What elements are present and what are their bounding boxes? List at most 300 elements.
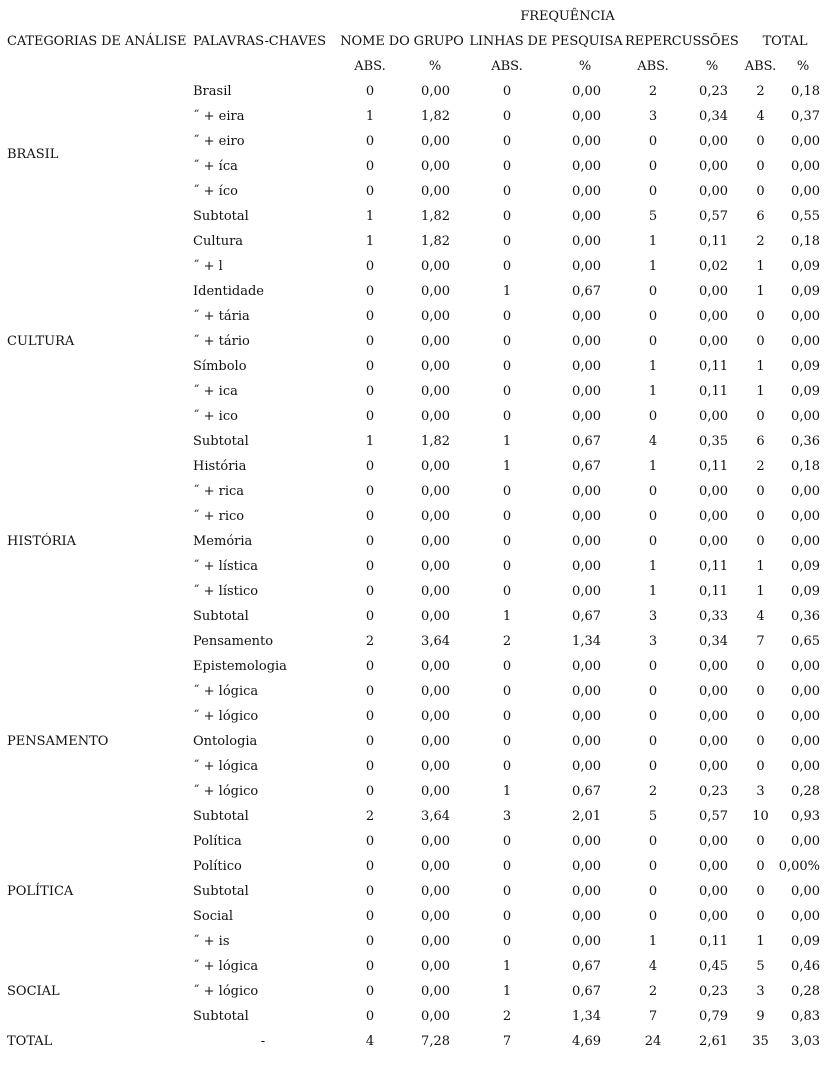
total-pct-cell: 0,00 xyxy=(791,334,820,349)
total-pct-cell: 0,09 xyxy=(791,559,820,574)
rep-pct-cell: 0,11 xyxy=(699,459,728,474)
rep-abs-cell: 0 xyxy=(648,159,658,174)
nome-abs-cell: 0 xyxy=(365,134,375,149)
rep-pct-cell: 0,45 xyxy=(699,959,728,974)
rep-pct-cell: 0,00 xyxy=(699,534,728,549)
rep-pct-cell: 0,00 xyxy=(699,509,728,524)
keyword-cell: ˝ + tária xyxy=(193,309,250,324)
total-abs-cell: 3 xyxy=(756,984,765,999)
total-pct-cell: 0,00 xyxy=(791,734,820,749)
linhas-pct-cell: 0,00 xyxy=(572,134,601,149)
linhas-abs-cell: 0 xyxy=(502,709,512,724)
nome-abs-cell: 0 xyxy=(365,384,375,399)
nome-abs-cell: 0 xyxy=(365,359,375,374)
table-row xyxy=(0,504,832,529)
rep-abs-cell: 3 xyxy=(648,634,658,649)
nome-abs-cell: 0 xyxy=(365,784,375,799)
rep-pct-cell: 0,00 xyxy=(699,709,728,724)
linhas-pct-cell: 0,00 xyxy=(572,84,601,99)
abs-header-repercussoes: ABS. xyxy=(637,59,669,74)
nome-pct-cell: 3,64 xyxy=(421,809,450,824)
table-row xyxy=(0,804,832,829)
nome-abs-cell: 0 xyxy=(365,1009,375,1024)
keyword-cell: ˝ + eiro xyxy=(193,134,245,149)
linhas-abs-cell: 1 xyxy=(502,284,512,299)
linhas-pct-cell: 0,67 xyxy=(572,459,601,474)
nome-abs-cell: 1 xyxy=(365,209,375,224)
total-abs-cell: 3 xyxy=(756,784,765,799)
linhas-abs-cell: 0 xyxy=(502,934,512,949)
nome-grupo-header: NOME DO GRUPO xyxy=(340,34,464,49)
total-abs-cell: 2 xyxy=(756,234,765,249)
keyword-cell: ˝ + is xyxy=(193,934,230,949)
keyword-cell: Símbolo xyxy=(193,359,247,374)
linhas-pct-cell: 0,00 xyxy=(572,934,601,949)
total-pct-cell: 0,28 xyxy=(791,784,820,799)
total-pct-cell: 0,00 xyxy=(791,484,820,499)
total-abs-cell: 2 xyxy=(756,459,765,474)
total-abs-cell: 1 xyxy=(756,384,765,399)
linhas-abs-cell: 0 xyxy=(502,234,512,249)
nome-pct-cell: 0,00 xyxy=(421,784,450,799)
rep-pct-cell: 0,00 xyxy=(699,909,728,924)
linhas-pct-cell: 0,00 xyxy=(572,384,601,399)
nome-abs-cell: 0 xyxy=(365,584,375,599)
total-pct-cell: 0,00 xyxy=(791,759,820,774)
pct-header-linhas: % xyxy=(578,59,592,74)
keyword-cell: ˝ + l xyxy=(193,259,223,274)
keyword-cell: Subtotal xyxy=(193,209,249,224)
table-row xyxy=(0,704,832,729)
rep-pct-cell: 0,02 xyxy=(699,259,728,274)
total-abs-cell: 0 xyxy=(756,709,765,724)
nome-abs-cell: 0 xyxy=(365,959,375,974)
total-abs-cell: 4 xyxy=(756,609,765,624)
nome-abs-cell: 0 xyxy=(365,534,375,549)
rep-abs-cell: 3 xyxy=(648,109,658,124)
linhas-pct-cell: 0,00 xyxy=(572,234,601,249)
table-row xyxy=(0,604,832,629)
rep-pct-cell: 0,11 xyxy=(699,234,728,249)
linhas-abs-cell: 0 xyxy=(502,884,512,899)
total-abs-cell: 0 xyxy=(756,884,765,899)
table-row xyxy=(0,679,832,704)
table-row xyxy=(0,429,832,454)
nome-abs-cell: 0 xyxy=(365,559,375,574)
keyword-cell: ˝ + tário xyxy=(193,334,250,349)
linhas-abs-cell: 0 xyxy=(502,584,512,599)
table-row xyxy=(0,854,832,879)
total-pct-cell: 0,00 xyxy=(791,534,820,549)
table-row xyxy=(0,654,832,679)
abs-header-grupo: ABS. xyxy=(354,59,386,74)
nome-pct-cell: 0,00 xyxy=(421,709,450,724)
linhas-abs-cell: 1 xyxy=(502,784,512,799)
keyword-cell: Subtotal xyxy=(193,809,249,824)
total-abs-cell: 0 xyxy=(756,734,765,749)
rep-pct-cell: 0,00 xyxy=(699,884,728,899)
frequencia-header: FREQUÊNCIA xyxy=(520,9,615,24)
nome-abs-cell: 0 xyxy=(365,684,375,699)
rep-abs-cell: 1 xyxy=(648,459,658,474)
linhas-pct-cell: 0,00 xyxy=(572,409,601,424)
linhas-abs-cell: 0 xyxy=(502,659,512,674)
linhas-pct-cell: 0,00 xyxy=(572,509,601,524)
nome-pct-cell: 0,00 xyxy=(421,309,450,324)
total-pct-cell: 0,55 xyxy=(791,209,820,224)
total-linhas-abs: 7 xyxy=(502,1034,512,1049)
rep-pct-cell: 0,00 xyxy=(699,134,728,149)
rep-pct-cell: 0,35 xyxy=(699,434,728,449)
keyword-cell: ˝ + rico xyxy=(193,509,245,524)
total-pct-cell: 0,00 xyxy=(791,884,820,899)
categorias-header: CATEGORIAS DE ANÁLISE xyxy=(7,34,187,49)
rep-abs-cell: 1 xyxy=(648,259,658,274)
linhas-abs-cell: 0 xyxy=(502,309,512,324)
total-abs-cell: 0 xyxy=(756,834,765,849)
linhas-pct-cell: 0,67 xyxy=(572,959,601,974)
rep-abs-cell: 0 xyxy=(648,309,658,324)
nome-abs-cell: 1 xyxy=(365,234,375,249)
nome-pct-cell: 0,00 xyxy=(421,1009,450,1024)
linhas-abs-cell: 0 xyxy=(502,109,512,124)
nome-pct-cell: 0,00 xyxy=(421,959,450,974)
linhas-abs-cell: 0 xyxy=(502,684,512,699)
nome-abs-cell: 2 xyxy=(365,809,375,824)
rep-pct-cell: 0,00 xyxy=(699,184,728,199)
linhas-abs-cell: 2 xyxy=(502,634,512,649)
linhas-pct-cell: 0,00 xyxy=(572,734,601,749)
nome-abs-cell: 0 xyxy=(365,859,375,874)
rep-abs-cell: 0 xyxy=(648,859,658,874)
keyword-cell: ˝ + lógico xyxy=(193,984,259,999)
nome-abs-cell: 1 xyxy=(365,434,375,449)
total-abs-cell: 1 xyxy=(756,259,765,274)
total-abs-cell: 0 xyxy=(756,484,765,499)
nome-abs-cell: 0 xyxy=(365,659,375,674)
keyword-cell: ˝ + íca xyxy=(193,159,238,174)
total-total-pct: 3,03 xyxy=(791,1034,820,1049)
nome-pct-cell: 0,00 xyxy=(421,184,450,199)
nome-pct-cell: 0,00 xyxy=(421,509,450,524)
total-pct-cell: 0,36 xyxy=(791,434,820,449)
rep-abs-cell: 0 xyxy=(648,759,658,774)
total-abs-cell: 4 xyxy=(756,109,765,124)
nome-abs-cell: 0 xyxy=(365,984,375,999)
total-abs-cell: 1 xyxy=(756,359,765,374)
keyword-cell: ˝ + lógica xyxy=(193,959,259,974)
nome-pct-cell: 0,00 xyxy=(421,484,450,499)
keyword-cell: Pensamento xyxy=(193,634,274,649)
nome-abs-cell: 0 xyxy=(365,184,375,199)
keyword-cell: ˝ + lístico xyxy=(193,584,259,599)
total-total-abs: 35 xyxy=(752,1034,769,1049)
total-abs-cell: 1 xyxy=(756,584,765,599)
linhas-pct-cell: 0,00 xyxy=(572,534,601,549)
linhas-abs-cell: 0 xyxy=(502,84,512,99)
linhas-pct-cell: 0,00 xyxy=(572,834,601,849)
rep-pct-cell: 0,79 xyxy=(699,1009,728,1024)
rep-abs-cell: 0 xyxy=(648,409,658,424)
keyword-cell: Memória xyxy=(193,534,253,549)
linhas-abs-cell: 0 xyxy=(502,909,512,924)
linhas-abs-cell: 0 xyxy=(502,184,512,199)
rep-pct-cell: 0,00 xyxy=(699,334,728,349)
rep-abs-cell: 0 xyxy=(648,509,658,524)
nome-abs-cell: 0 xyxy=(365,259,375,274)
rep-pct-cell: 0,00 xyxy=(699,659,728,674)
abs-header-total: ABS. xyxy=(744,59,777,74)
linhas-pct-cell: 0,00 xyxy=(572,684,601,699)
rep-abs-cell: 3 xyxy=(648,609,658,624)
nome-abs-cell: 0 xyxy=(365,759,375,774)
rep-pct-cell: 0,00 xyxy=(699,859,728,874)
nome-pct-cell: 0,00 xyxy=(421,884,450,899)
table-row xyxy=(0,204,832,229)
rep-pct-cell: 0,34 xyxy=(699,634,728,649)
keyword-cell: Brasil xyxy=(193,84,232,99)
keyword-cell: Subtotal xyxy=(193,434,249,449)
category-label: CULTURA xyxy=(7,334,75,349)
rep-pct-cell: 0,00 xyxy=(699,409,728,424)
rep-pct-cell: 0,23 xyxy=(699,984,728,999)
palavras-header: PALAVRAS-CHAVES xyxy=(193,34,326,49)
nome-abs-cell: 2 xyxy=(365,634,375,649)
keyword-cell: ˝ + íco xyxy=(193,184,238,199)
total-pct-cell: 0,09 xyxy=(791,359,820,374)
keyword-cell: História xyxy=(193,459,247,474)
linhas-abs-cell: 0 xyxy=(502,859,512,874)
rep-pct-cell: 0,00 xyxy=(699,159,728,174)
keyword-cell: Subtotal xyxy=(193,1009,249,1024)
rep-pct-cell: 0,00 xyxy=(699,684,728,699)
table-row xyxy=(0,479,832,504)
table-row xyxy=(0,954,832,979)
nome-abs-cell: 0 xyxy=(365,734,375,749)
keyword-cell: Epistemologia xyxy=(193,659,287,674)
total-abs-cell: 1 xyxy=(756,284,765,299)
total-pct-cell: 0,00 xyxy=(791,134,820,149)
nome-pct-cell: 1,82 xyxy=(421,234,450,249)
total-pct-cell: 0,93 xyxy=(791,809,820,824)
total-abs-cell: 0 xyxy=(756,409,765,424)
keyword-cell: Subtotal xyxy=(193,609,249,624)
total-nome-pct: 7,28 xyxy=(421,1034,450,1049)
rep-pct-cell: 0,11 xyxy=(699,559,728,574)
keyword-cell: Ontologia xyxy=(193,734,258,749)
linhas-pct-cell: 0,00 xyxy=(572,884,601,899)
rep-abs-cell: 0 xyxy=(648,709,658,724)
total-pct-cell: 0,00 xyxy=(791,409,820,424)
linhas-abs-cell: 1 xyxy=(502,609,512,624)
total-pct-cell: 0,36 xyxy=(791,609,820,624)
total-abs-cell: 2 xyxy=(756,84,765,99)
total-pct-cell: 0,00 xyxy=(791,309,820,324)
linhas-pct-cell: 0,00 xyxy=(572,709,601,724)
total-abs-cell: 0 xyxy=(756,859,765,874)
nome-pct-cell: 0,00 xyxy=(421,384,450,399)
keyword-cell: ˝ + ico xyxy=(193,409,238,424)
linhas-pct-cell: 0,00 xyxy=(572,584,601,599)
nome-abs-cell: 0 xyxy=(365,84,375,99)
total-abs-cell: 0 xyxy=(756,184,765,199)
linhas-abs-cell: 0 xyxy=(502,759,512,774)
total-abs-cell: 0 xyxy=(756,909,765,924)
total-pct-cell: 0,37 xyxy=(791,109,820,124)
total-linhas-pct: 4,69 xyxy=(572,1034,601,1049)
total-label: TOTAL xyxy=(7,1034,53,1049)
total-abs-cell: 1 xyxy=(756,934,765,949)
nome-pct-cell: 0,00 xyxy=(421,84,450,99)
table-row xyxy=(0,179,832,204)
rep-pct-cell: 0,57 xyxy=(699,809,728,824)
linhas-pct-cell: 0,00 xyxy=(572,309,601,324)
linhas-abs-cell: 0 xyxy=(502,734,512,749)
nome-pct-cell: 0,00 xyxy=(421,284,450,299)
category-label: POLÍTICA xyxy=(7,884,74,899)
total-pct-cell: 0,00 xyxy=(791,159,820,174)
total-abs-cell: 0 xyxy=(756,659,765,674)
rep-pct-cell: 0,00 xyxy=(699,759,728,774)
nome-abs-cell: 0 xyxy=(365,284,375,299)
keyword-cell: Cultura xyxy=(193,234,244,249)
total-abs-cell: 0 xyxy=(756,509,765,524)
nome-pct-cell: 0,00 xyxy=(421,909,450,924)
nome-pct-cell: 0,00 xyxy=(421,409,450,424)
nome-abs-cell: 0 xyxy=(365,909,375,924)
table-row xyxy=(0,904,832,929)
table-row xyxy=(0,929,832,954)
nome-abs-cell: 0 xyxy=(365,334,375,349)
nome-pct-cell: 0,00 xyxy=(421,334,450,349)
nome-pct-cell: 1,82 xyxy=(421,209,450,224)
total-pct-cell: 0,09 xyxy=(791,384,820,399)
nome-pct-cell: 0,00 xyxy=(421,934,450,949)
rep-abs-cell: 0 xyxy=(648,134,658,149)
pct-header-repercussoes: % xyxy=(705,59,719,74)
table-row xyxy=(0,454,832,479)
nome-pct-cell: 0,00 xyxy=(421,134,450,149)
linhas-pct-cell: 0,00 xyxy=(572,759,601,774)
total-pct-cell: 0,00 xyxy=(791,184,820,199)
nome-pct-cell: 0,00 xyxy=(421,684,450,699)
table-row xyxy=(0,104,832,129)
total-rep-abs: 24 xyxy=(644,1034,662,1049)
linhas-abs-cell: 0 xyxy=(502,134,512,149)
rep-pct-cell: 0,00 xyxy=(699,309,728,324)
category-label: HISTÓRIA xyxy=(7,534,77,549)
total-pct-cell: 0,00% xyxy=(778,859,820,874)
nome-pct-cell: 0,00 xyxy=(421,834,450,849)
total-abs-cell: 6 xyxy=(756,209,765,224)
rep-abs-cell: 0 xyxy=(648,834,658,849)
nome-pct-cell: 3,64 xyxy=(421,634,450,649)
rep-abs-cell: 1 xyxy=(648,584,658,599)
keyword-cell: Política xyxy=(193,834,242,849)
linhas-pct-cell: 0,67 xyxy=(572,984,601,999)
rep-abs-cell: 2 xyxy=(648,984,658,999)
header-row-units xyxy=(0,54,832,79)
rep-abs-cell: 1 xyxy=(648,359,658,374)
linhas-pct-cell: 0,67 xyxy=(572,784,601,799)
rep-pct-cell: 0,11 xyxy=(699,359,728,374)
rep-abs-cell: 4 xyxy=(648,959,658,974)
keyword-cell: ˝ + lógico xyxy=(193,709,259,724)
rep-pct-cell: 0,00 xyxy=(699,484,728,499)
total-abs-cell: 0 xyxy=(756,684,765,699)
nome-abs-cell: 0 xyxy=(365,409,375,424)
linhas-pct-cell: 2,01 xyxy=(572,809,601,824)
linhas-pct-cell: 1,34 xyxy=(572,1009,601,1024)
linhas-abs-cell: 0 xyxy=(502,359,512,374)
total-pct-cell: 0,09 xyxy=(791,584,820,599)
table-row xyxy=(0,304,832,329)
total-pct-cell: 0,00 xyxy=(791,659,820,674)
rep-pct-cell: 0,00 xyxy=(699,734,728,749)
keyword-cell: ˝ + eira xyxy=(193,109,245,124)
linhas-pct-cell: 0,00 xyxy=(572,209,601,224)
total-abs-cell: 9 xyxy=(756,1009,765,1024)
table-row xyxy=(0,79,832,104)
total-abs-cell: 6 xyxy=(756,434,765,449)
nome-pct-cell: 0,00 xyxy=(421,159,450,174)
total-abs-cell: 0 xyxy=(756,134,765,149)
rep-abs-cell: 0 xyxy=(648,334,658,349)
nome-pct-cell: 0,00 xyxy=(421,584,450,599)
rep-abs-cell: 0 xyxy=(648,184,658,199)
total-pct-cell: 0,28 xyxy=(791,984,820,999)
linhas-abs-cell: 0 xyxy=(502,409,512,424)
keyword-cell: ˝ + lógico xyxy=(193,784,259,799)
rep-abs-cell: 1 xyxy=(648,559,658,574)
category-label: PENSAMENTO xyxy=(7,734,109,749)
nome-abs-cell: 0 xyxy=(365,884,375,899)
rep-abs-cell: 4 xyxy=(648,434,658,449)
header-row-frequencia xyxy=(0,4,832,29)
linhas-pct-cell: 0,67 xyxy=(572,609,601,624)
linhas-abs-cell: 1 xyxy=(502,434,512,449)
table-row xyxy=(0,354,832,379)
total-pct-cell: 0,00 xyxy=(791,909,820,924)
table-row xyxy=(0,829,832,854)
nome-pct-cell: 0,00 xyxy=(421,659,450,674)
table-row xyxy=(0,629,832,654)
nome-pct-cell: 1,82 xyxy=(421,109,450,124)
linhas-abs-cell: 0 xyxy=(502,209,512,224)
rep-abs-cell: 0 xyxy=(648,284,658,299)
linhas-pct-cell: 0,00 xyxy=(572,859,601,874)
nome-abs-cell: 0 xyxy=(365,159,375,174)
rep-abs-cell: 0 xyxy=(648,734,658,749)
linhas-pct-cell: 0,00 xyxy=(572,559,601,574)
rep-pct-cell: 0,11 xyxy=(699,384,728,399)
linhas-abs-cell: 1 xyxy=(502,984,512,999)
total-abs-cell: 0 xyxy=(756,159,765,174)
linhas-abs-cell: 0 xyxy=(502,334,512,349)
linhas-abs-cell: 1 xyxy=(502,959,512,974)
total-pct-cell: 0,09 xyxy=(791,934,820,949)
rep-abs-cell: 2 xyxy=(648,84,658,99)
nome-pct-cell: 0,00 xyxy=(421,459,450,474)
total-pct-cell: 0,00 xyxy=(791,834,820,849)
total-abs-cell: 0 xyxy=(756,534,765,549)
rep-pct-cell: 0,33 xyxy=(699,609,728,624)
linhas-pct-cell: 0,00 xyxy=(572,109,601,124)
total-header: TOTAL xyxy=(762,34,808,49)
nome-pct-cell: 0,00 xyxy=(421,559,450,574)
table-row xyxy=(0,379,832,404)
table-row xyxy=(0,229,832,254)
